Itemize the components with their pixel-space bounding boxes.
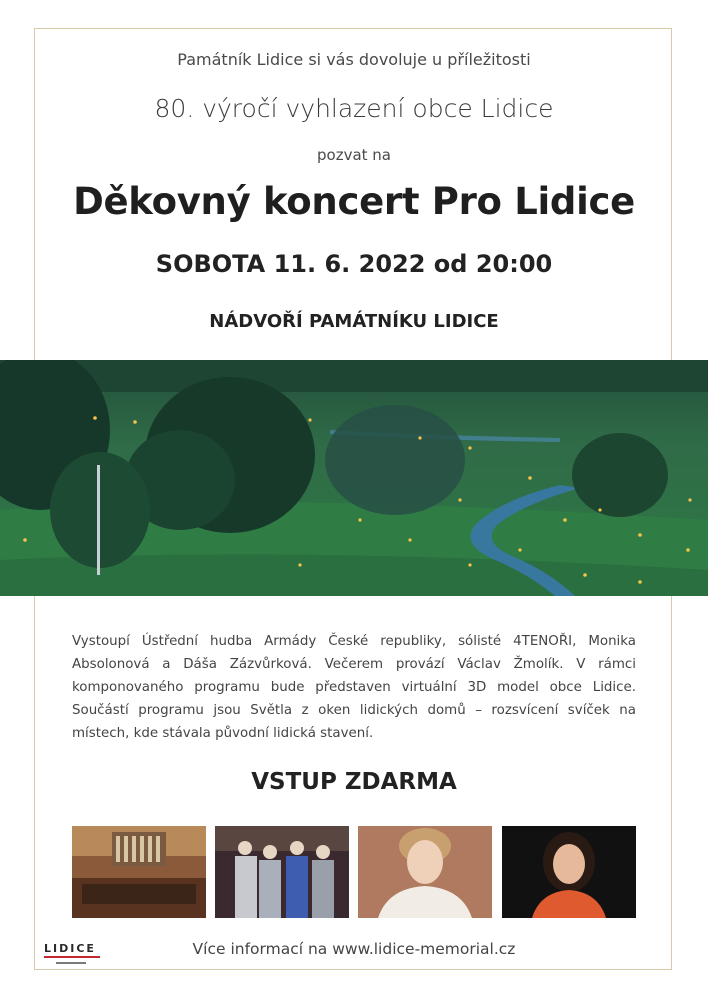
dasa-zazvurkova-photo: [502, 826, 636, 918]
logo-text: LIDICE: [44, 942, 96, 955]
orchestra-photo: [72, 826, 206, 918]
event-venue: NÁDVOŘÍ PAMÁTNÍKU LIDICE: [209, 311, 499, 332]
footer-info: Více informací na www.lidice-memorial.cz: [192, 940, 516, 958]
admission-free: VSTUP ZDARMA: [251, 769, 457, 795]
anniversary-heading: 80. výročí vyhlazení obce Lidice: [154, 94, 554, 123]
concert-title: Děkovný koncert Pro Lidice: [73, 180, 635, 223]
tenors-photo: [215, 826, 349, 918]
memorial-landscape-photo: [0, 360, 708, 596]
invite-text: pozvat na: [317, 146, 391, 164]
event-date: SOBOTA 11. 6. 2022 od 20:00: [155, 250, 553, 278]
performer-photos: [72, 826, 636, 918]
program-description: Vystoupí Ústřední hudba Armády České republiky, sólisté 4TENOŘI, Monika Absolonová a Dáša Zázvůrková. Večerem provází Václav Žmolík. V rámci komponovaného programu bude představen virtuální 3D model obce Lidice. Součástí programu jsou Světla z oken lidických domů – rozsvícení svíček na místech, kde stávala původní lidická stavení.: [72, 634, 636, 741]
monika-absolonova-photo: [358, 826, 492, 918]
intro-text: Památník Lidice si vás dovoluje u příležitosti: [177, 50, 531, 69]
